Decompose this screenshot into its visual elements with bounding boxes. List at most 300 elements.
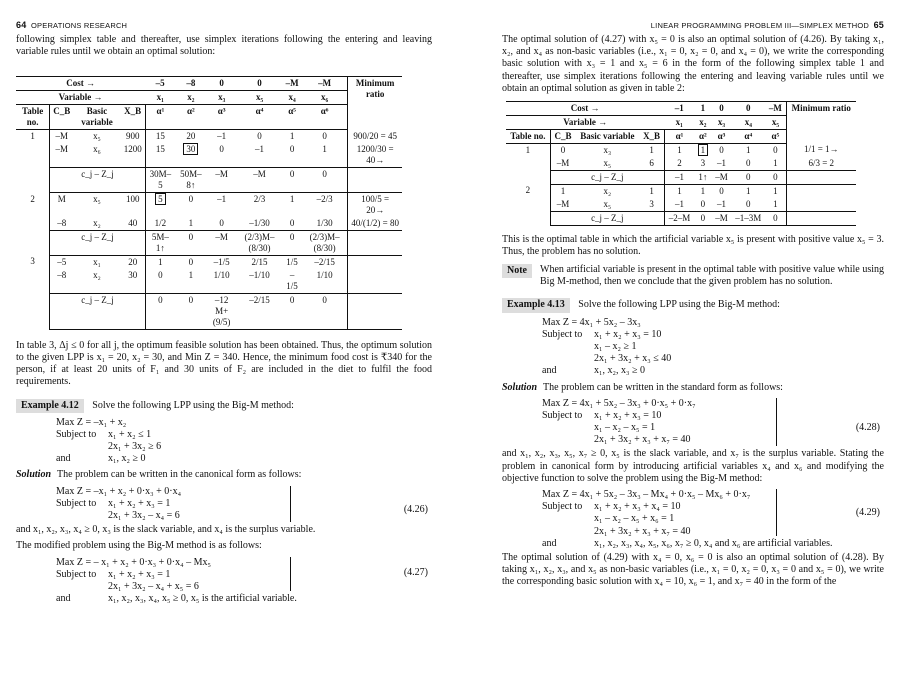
cj-zj-value: 0 xyxy=(282,293,301,329)
coefficient xyxy=(237,217,283,230)
and-label: and xyxy=(56,453,71,465)
constraint: x₁ + x₂ + x₃ = 1 xyxy=(108,568,171,580)
header-basic: Basic variable xyxy=(575,129,639,143)
coefficient xyxy=(207,193,237,217)
xb-value: 1 xyxy=(639,184,664,197)
and-label: and xyxy=(542,537,557,549)
ratio-value: 1200/30 = 40→ xyxy=(348,143,402,167)
ratio-empty xyxy=(786,211,856,225)
variable-name: x₁ xyxy=(145,91,175,105)
objective: Max Z = –x₁ + x₂ xyxy=(56,416,127,428)
cj-zj-value: 0 xyxy=(765,170,786,184)
constraint: x₁ – x₂ ≥ 1 xyxy=(594,340,637,352)
coefficient xyxy=(664,143,694,156)
solution-label: Solution xyxy=(502,381,538,393)
cost-label: Cost → xyxy=(506,101,664,115)
coefficient xyxy=(765,184,786,197)
coefficient-value: 1/2 xyxy=(154,218,167,229)
coefficient xyxy=(175,193,206,217)
coefficient-value: 1 xyxy=(746,144,751,155)
constraint: x₁ + x₂ + x₃ = 10 xyxy=(594,409,662,421)
cj-zj-value: –M xyxy=(712,170,732,184)
example-text: Solve the following LPP using the Big-M method: xyxy=(578,299,780,311)
coefficient-value: 3 xyxy=(700,157,706,168)
cb-value: –8 xyxy=(57,218,67,229)
header-xb: X_B xyxy=(121,105,146,130)
modified-form xyxy=(56,557,432,606)
cj-zj-value: –2–M xyxy=(664,211,694,225)
cb-value: –M xyxy=(556,198,570,209)
coefficient xyxy=(302,193,348,217)
constraint: x₁ – x₂ – x₅ = 1 xyxy=(594,422,656,434)
right-running-header xyxy=(502,20,884,34)
ratio-value: 100/5 = 20→ xyxy=(348,193,402,217)
subject-to-label: Subject to xyxy=(56,497,97,509)
coefficient xyxy=(712,157,732,170)
coefficient xyxy=(694,198,712,211)
coefficient-value: –1/10 xyxy=(249,269,270,280)
alpha-header: α⁶ xyxy=(302,105,348,130)
coefficient-value: 1 xyxy=(289,194,295,205)
coefficient xyxy=(145,130,175,143)
cost-value: –5 xyxy=(145,77,175,91)
standard-after-text: and x₁, x₂, x₃, x₅, x₇ ≥ 0, x₅ is the slack variable, and x₇ is the surplus variable. Stating the problem in canonical form by introducing artificial variables x₄ and x₆ and modifying the objective function to solve the problem using the Big-M method: xyxy=(502,448,884,484)
constraint: 2x₁ + 3x₂ + x₃ + x₇ = 40 xyxy=(594,434,691,446)
cb-value: –M xyxy=(55,131,69,142)
cb-value: 1 xyxy=(560,185,566,196)
coefficient xyxy=(282,255,301,268)
header-cb: C_B xyxy=(50,105,74,130)
note-label: Note xyxy=(502,264,532,278)
coefficient xyxy=(145,269,175,293)
coefficient-value: –1 xyxy=(716,198,726,209)
cj-zj-row xyxy=(506,170,856,184)
constraint: x₁ + x₂ + x₃ + x₄ = 10 xyxy=(594,501,681,513)
cj-zj-label: c_j – Z_j xyxy=(550,170,664,184)
coefficient xyxy=(207,217,237,230)
table-number: 2 xyxy=(506,184,550,225)
equation-number: (4.27) xyxy=(403,566,428,578)
objective: Max Z = 4x₁ + 5x₂ – 3x₃ xyxy=(542,316,641,328)
nonneg-constraint: x₁, x₂ ≥ 0 xyxy=(108,453,146,465)
equation-bracket-line xyxy=(776,398,777,447)
variable-name: x₂ xyxy=(694,115,712,129)
coefficient xyxy=(712,184,732,197)
table-row xyxy=(16,130,402,143)
cj-zj-label: c_j – Z_j xyxy=(50,293,145,329)
problem-statement xyxy=(56,417,432,466)
xb-value: 30 xyxy=(121,269,146,293)
table-row xyxy=(16,269,402,293)
table-header-row xyxy=(16,91,402,105)
coefficient xyxy=(145,217,175,230)
table-row xyxy=(506,198,856,211)
intro-paragraph: following simplex table and thereafter, use simplex iterations following the entering and leaving variable rules until we obtain an optimal solution: xyxy=(16,34,432,58)
solution-line xyxy=(502,382,884,394)
ratio-empty xyxy=(786,170,856,184)
coefficient-value: 0 xyxy=(219,218,224,229)
objective: Max Z = – x₁ + x₂ + 0·x₃ + 0·x₄ – Mx₅ xyxy=(56,556,211,568)
coefficient xyxy=(664,184,694,197)
coefficient xyxy=(237,143,283,167)
coefficient xyxy=(302,130,348,143)
equation-number: (4.26) xyxy=(403,503,428,515)
variable-name: x₅ xyxy=(765,115,786,129)
basic-variable: x₆ xyxy=(93,144,101,155)
modified-intro: The modified problem using the Big-M method is as follows: xyxy=(16,540,262,552)
coefficient-value: 2/3 xyxy=(253,194,266,205)
coefficient-value: 1/10 xyxy=(213,269,230,280)
cj-zj-value: 50M–8↑ xyxy=(175,168,206,193)
page-number: 64 xyxy=(16,20,27,30)
canonical-form xyxy=(56,486,432,523)
subject-to-label: Subject to xyxy=(542,328,583,340)
example-label: Example 4.12 xyxy=(16,399,84,413)
coefficient xyxy=(694,143,712,156)
coefficient-value: 0 xyxy=(322,131,327,142)
coefficient-value: 1 xyxy=(698,144,709,156)
cost-value: –1 xyxy=(664,101,694,115)
cj-zj-value: –M xyxy=(237,168,283,193)
cost-label: Cost → xyxy=(16,77,145,91)
solution-text: The problem can be written in the standard form as follows: xyxy=(543,381,783,393)
constraint: 2x₁ + 3x₂ + x₃ ≤ 40 xyxy=(594,353,672,365)
cj-zj-value: –2/15 xyxy=(237,293,283,329)
table-number: 2 xyxy=(16,193,50,256)
constraint: 2x₁ + 3x₂ – x₄ = 6 xyxy=(108,510,180,521)
objective: Max Z = –x₁ + x₂ + 0·x₃ + 0·x₄ xyxy=(56,485,182,497)
coefficient-value: 1 xyxy=(188,218,194,229)
ratio-value: 1/1 = 1→ xyxy=(786,143,856,156)
cb-value: –M xyxy=(55,144,69,155)
conclusion-paragraph: In table 3, Δj ≤ 0 for all j, the optimum feasible solution has been obtained. Thus, the optimum solution to the given LPP is x₁ = 20, x₂ = 30, and Min Z = 340. Hence, the minimum food cost is ₹340 for the person, if at least 20 units of F₁ and 30 units of F₂ are included in the diet to fulfil the food requirements. xyxy=(16,339,432,388)
cj-zj-value: –1–3M xyxy=(731,211,765,225)
coefficient xyxy=(145,193,175,217)
cj-zj-label: c_j – Z_j xyxy=(550,211,664,225)
header-table-no: Table no. xyxy=(506,129,550,143)
coefficient xyxy=(207,269,237,293)
coefficient-value: 0 xyxy=(746,198,751,209)
variable-label: Variable → xyxy=(506,115,664,129)
page-number: 65 xyxy=(873,20,884,30)
coefficient-value: –1 xyxy=(674,198,684,209)
solution-label: Solution xyxy=(16,469,52,481)
left-running-header xyxy=(16,20,432,34)
cj-zj-value: –12 M+ (9/5) xyxy=(207,293,237,329)
cj-zj-value: 0 xyxy=(731,170,765,184)
cb-value: –M xyxy=(556,157,570,168)
coefficient-value: 1/5 xyxy=(286,256,298,267)
basic-variable: x₅ xyxy=(603,157,612,168)
xb-value: 3 xyxy=(639,198,664,211)
equation-number: (4.28) xyxy=(855,422,880,434)
cost-value: 0 xyxy=(207,77,237,91)
right-page xyxy=(450,0,900,700)
cj-zj-value: 30M–5 xyxy=(145,168,175,193)
table-row xyxy=(16,217,402,230)
cj-zj-value: –M xyxy=(207,168,237,193)
coefficient-value: 15 xyxy=(155,131,165,142)
coefficient xyxy=(175,217,206,230)
ratio-value xyxy=(348,269,402,293)
coefficient-value: 1 xyxy=(158,256,163,267)
equation-bracket-line xyxy=(290,557,291,592)
subject-to-label: Subject to xyxy=(56,428,97,440)
alpha-header: α⁵ xyxy=(282,105,301,130)
subject-to-label: Subject to xyxy=(542,409,583,421)
coefficient-value: 1 xyxy=(289,131,295,142)
cj-zj-value: 5M–1↑ xyxy=(145,231,175,256)
coefficient xyxy=(302,269,348,293)
header-table-no: Table no. xyxy=(16,105,50,130)
cj-zj-value: 0 xyxy=(302,168,348,193)
basic-variable: x₅ xyxy=(93,131,101,142)
ratio-empty xyxy=(348,293,402,329)
coefficient xyxy=(282,130,301,143)
coefficient xyxy=(145,143,175,167)
coefficient xyxy=(237,193,283,217)
xb-value: 40 xyxy=(121,217,146,230)
objective: Max Z = 4x₁ + 5x₂ – 3x₃ + 0·x₅ + 0·x₇ xyxy=(542,397,696,409)
cj-zj-extra: M+ (9/5) xyxy=(212,305,231,327)
cj-zj-value: 1↑ xyxy=(694,170,712,184)
coefficient-value: 1 xyxy=(773,185,778,196)
table-header-row xyxy=(16,77,402,91)
note-box xyxy=(502,264,884,288)
coefficient-value: 0 xyxy=(700,198,706,209)
alpha-header: α⁴ xyxy=(731,129,765,143)
coefficient xyxy=(175,130,206,143)
cj-zj-value: 0 xyxy=(175,231,206,256)
and-label: and xyxy=(542,365,557,377)
coefficient xyxy=(207,255,237,268)
table-row xyxy=(16,193,402,217)
problem-statement xyxy=(542,317,884,378)
coefficient-value: 0 xyxy=(188,256,194,267)
intro-paragraph: The optimal solution of (4.27) with x₅ = 0 is also an optimal solution of (4.26). By taking x₁, x₂, and x₄ as non-basic variables (i.e., x₁ = 0, x₂ = 0, and x₄ = 0), we write the corresponding basic solution with x₃ = 1 and x₅ = 6 in the form of the following simplex table 1 and thereafter, use simplex iterations following the entering and leaving variable rules until we obtain an optimal solution as given in table 2: xyxy=(502,34,884,94)
coefficient xyxy=(302,217,348,230)
cj-zj-value: 0 xyxy=(282,231,301,256)
coefficient-value: 0 xyxy=(219,144,224,155)
coefficient xyxy=(282,193,301,217)
cj-zj-value: 0 xyxy=(694,211,712,225)
header-cb: C_B xyxy=(550,129,575,143)
coefficient xyxy=(712,143,732,156)
variable-name: x₃ xyxy=(712,115,732,129)
alpha-header: α³ xyxy=(712,129,732,143)
cost-value: 1 xyxy=(694,101,712,115)
solution-line xyxy=(16,469,432,481)
coefficient xyxy=(694,157,712,170)
simplex-table-right xyxy=(506,101,856,226)
alpha-header: α² xyxy=(175,105,206,130)
running-head: LINEAR PROGRAMMING PROBLEM III—SIMPLEX METHOD xyxy=(650,21,869,30)
equation-bracket-line xyxy=(776,489,777,536)
coefficient xyxy=(175,143,206,167)
coefficient xyxy=(664,198,694,211)
cb-value: –8 xyxy=(57,269,67,280)
coefficient xyxy=(765,143,786,156)
coefficient-value: 20 xyxy=(186,131,196,142)
basic-variable: x₂ xyxy=(93,269,101,280)
coefficient xyxy=(664,157,694,170)
cj-zj-value: 0 xyxy=(175,293,206,329)
cost-value: –M xyxy=(302,77,348,91)
closing-paragraph: The optimal solution of (4.29) with x₄ = 0, x₆ = 0 is also an optimal solution of (4.28). By taking x₁, x₂, x₃, and x₅ as non-basic variables (i.e., x₁ = 0, x₂ = 0, x₃ = 0 and x₅ = 0), we write the corresponding basic solution with x₄ = 10, x₆ = 1, and x₇ = 40 in the form of the xyxy=(502,551,884,588)
coefficient-value: –1 xyxy=(716,157,726,168)
table-number: 3 xyxy=(16,255,50,329)
coefficient-value: 0 xyxy=(746,157,751,168)
alpha-header: α⁴ xyxy=(237,105,283,130)
ratio-empty xyxy=(348,168,402,193)
cj-zj-value: –1 xyxy=(664,170,694,184)
coefficient-value: 5 xyxy=(155,193,166,205)
constraint: x₁ – x₂ – x₅ + x₆ = 1 xyxy=(594,513,675,525)
coefficient-value: 1 xyxy=(773,157,778,168)
basic-variable: x₂ xyxy=(93,218,101,229)
coefficient xyxy=(237,130,283,143)
example-heading xyxy=(502,298,884,312)
ratio-value xyxy=(786,198,856,211)
example-label: Example 4.13 xyxy=(502,298,570,312)
and-label: and xyxy=(56,593,71,605)
example-text: Solve the following LPP using the Big-M method: xyxy=(92,399,294,411)
table-header-row xyxy=(506,101,856,115)
table-number: 1 xyxy=(16,130,50,193)
coefficient-value: –1/5 xyxy=(213,256,230,267)
coefficient xyxy=(145,255,175,268)
coefficient xyxy=(302,255,348,268)
ratio-value: 6/3 = 2 xyxy=(786,157,856,170)
coefficient-value: 2 xyxy=(677,157,682,168)
variable-label: Variable → xyxy=(16,91,145,105)
coefficient-value: 30 xyxy=(183,143,198,155)
header-basic: Basic variable xyxy=(73,105,120,130)
equation-number: (4.29) xyxy=(855,507,880,519)
cj-zj-value: 0 xyxy=(302,293,348,329)
cj-zj-value: (2/3)M–(8/30) xyxy=(302,231,348,256)
running-head: OPERATIONS RESEARCH xyxy=(31,21,128,30)
coefficient-value: 0 xyxy=(719,185,724,196)
coefficient-value: –1/5 xyxy=(286,269,298,291)
objective: Max Z = 4x₁ + 5x₂ – 3x₃ – Mx₄ + 0·x₅ – Mx₆ + 0·x₇ xyxy=(542,489,751,501)
coefficient xyxy=(765,157,786,170)
subject-to-label: Subject to xyxy=(542,501,583,513)
min-ratio-header: Minimum ratio xyxy=(348,77,402,130)
coefficient-value: 1 xyxy=(677,185,682,196)
constraint: 2x₁ + 3x₂ + x₃ + x₇ = 40 xyxy=(594,525,691,537)
example-heading xyxy=(16,399,432,413)
coefficient-value: 0 xyxy=(289,144,295,155)
coefficient xyxy=(282,217,301,230)
xb-value: 1 xyxy=(639,143,664,156)
cj-zj-row xyxy=(506,211,856,225)
slack-text: and x₁, x₂, x₃, x₄ ≥ 0, x₃ is the slack variable, and x₄ is the surplus variable. xyxy=(16,524,316,536)
min-ratio-header: Minimum ratio xyxy=(786,101,856,143)
ratio-value: 40/(1/2) = 80 xyxy=(348,217,402,230)
basic-variable: x₅ xyxy=(93,194,101,205)
variable-name: x₄ xyxy=(731,115,765,129)
coefficient xyxy=(282,269,301,293)
subject-to-label: Subject to xyxy=(56,568,97,580)
xb-value: 900 xyxy=(121,130,146,143)
coefficient-value: 1 xyxy=(188,269,194,280)
cj-zj-value: 0 xyxy=(145,293,175,329)
table-header-row xyxy=(16,105,402,130)
coefficient xyxy=(731,198,765,211)
note-text: When artificial variable is present in the optimal table with positive value while using Big M-method, then we conclude that the given problem has no solution. xyxy=(540,264,884,288)
coefficient-value: 1 xyxy=(677,144,682,155)
coefficient-value: 1 xyxy=(322,144,327,155)
canonical-form xyxy=(542,489,884,550)
header-xb: X_B xyxy=(639,129,664,143)
constraint: 2x₁ + 3x₂ – x₄ + x₅ = 6 xyxy=(108,580,199,592)
cb-value: 0 xyxy=(560,144,566,155)
coefficient xyxy=(302,143,348,167)
nonneg-constraint: x₁, x₂, x₃, x₄, x₅, x₆, x₇ ≥ 0, x₄ and x₆ are artificial variables. xyxy=(594,537,833,549)
coefficient-value: –2/15 xyxy=(314,256,335,267)
constraint: x₁ + x₂ + x₃ = 10 xyxy=(594,328,662,340)
variable-name: x₅ xyxy=(237,91,283,105)
coefficient-value: 1/10 xyxy=(316,269,333,280)
coefficient-value: 0 xyxy=(188,194,194,205)
cj-zj-value: 0 xyxy=(282,168,301,193)
coefficient xyxy=(731,143,765,156)
basic-variable: x₂ xyxy=(603,185,612,196)
cost-value: –M xyxy=(282,77,301,91)
cj-zj-row xyxy=(16,293,402,329)
ratio-value xyxy=(348,255,402,268)
coefficient xyxy=(237,255,283,268)
xb-value: 100 xyxy=(121,193,146,217)
coefficient xyxy=(237,269,283,293)
coefficient-value: 1 xyxy=(700,185,706,196)
cj-zj-label: c_j – Z_j xyxy=(50,168,145,193)
coefficient xyxy=(207,143,237,167)
xb-value: 20 xyxy=(121,255,146,268)
cj-zj-value: –M xyxy=(712,211,732,225)
coefficient-value: 0 xyxy=(773,144,778,155)
simplex-table-left xyxy=(16,76,402,329)
cj-zj-value: 0 xyxy=(765,211,786,225)
alpha-header: α⁵ xyxy=(765,129,786,143)
coefficient-value: 0 xyxy=(289,218,295,229)
nonneg-constraint: x₁, x₂, x₃, x₄, x₅ ≥ 0, x₅ is the artificial variable. xyxy=(108,593,297,605)
table-row xyxy=(16,255,402,268)
coefficient xyxy=(765,198,786,211)
ratio-empty xyxy=(348,231,402,256)
nonneg-constraint: x₁, x₂, x₃ ≥ 0 xyxy=(594,365,645,377)
coefficient xyxy=(175,269,206,293)
standard-form xyxy=(542,398,884,447)
cost-value: 0 xyxy=(237,77,283,91)
coefficient-value: 2/15 xyxy=(251,256,268,267)
coefficient xyxy=(731,157,765,170)
coefficient-value: –1/30 xyxy=(249,218,270,229)
coefficient-value: –2/3 xyxy=(316,194,333,205)
optimal-paragraph: This is the optimal table in which the artificial variable x₅ is present with positive value x₅ = 3. Thus, the problem has no solution. xyxy=(502,233,884,257)
table-row xyxy=(506,143,856,156)
table-row xyxy=(506,184,856,197)
cj-zj-row xyxy=(16,231,402,256)
coefficient-value: 1/30 xyxy=(316,218,333,229)
coefficient-value: 15 xyxy=(155,144,165,155)
alpha-header: α¹ xyxy=(664,129,694,143)
variable-name: x₂ xyxy=(175,91,206,105)
cost-value: –8 xyxy=(175,77,206,91)
constraint: 2x₁ + 3x₂ ≥ 6 xyxy=(108,441,162,453)
coefficient-value: 0 xyxy=(257,131,262,142)
